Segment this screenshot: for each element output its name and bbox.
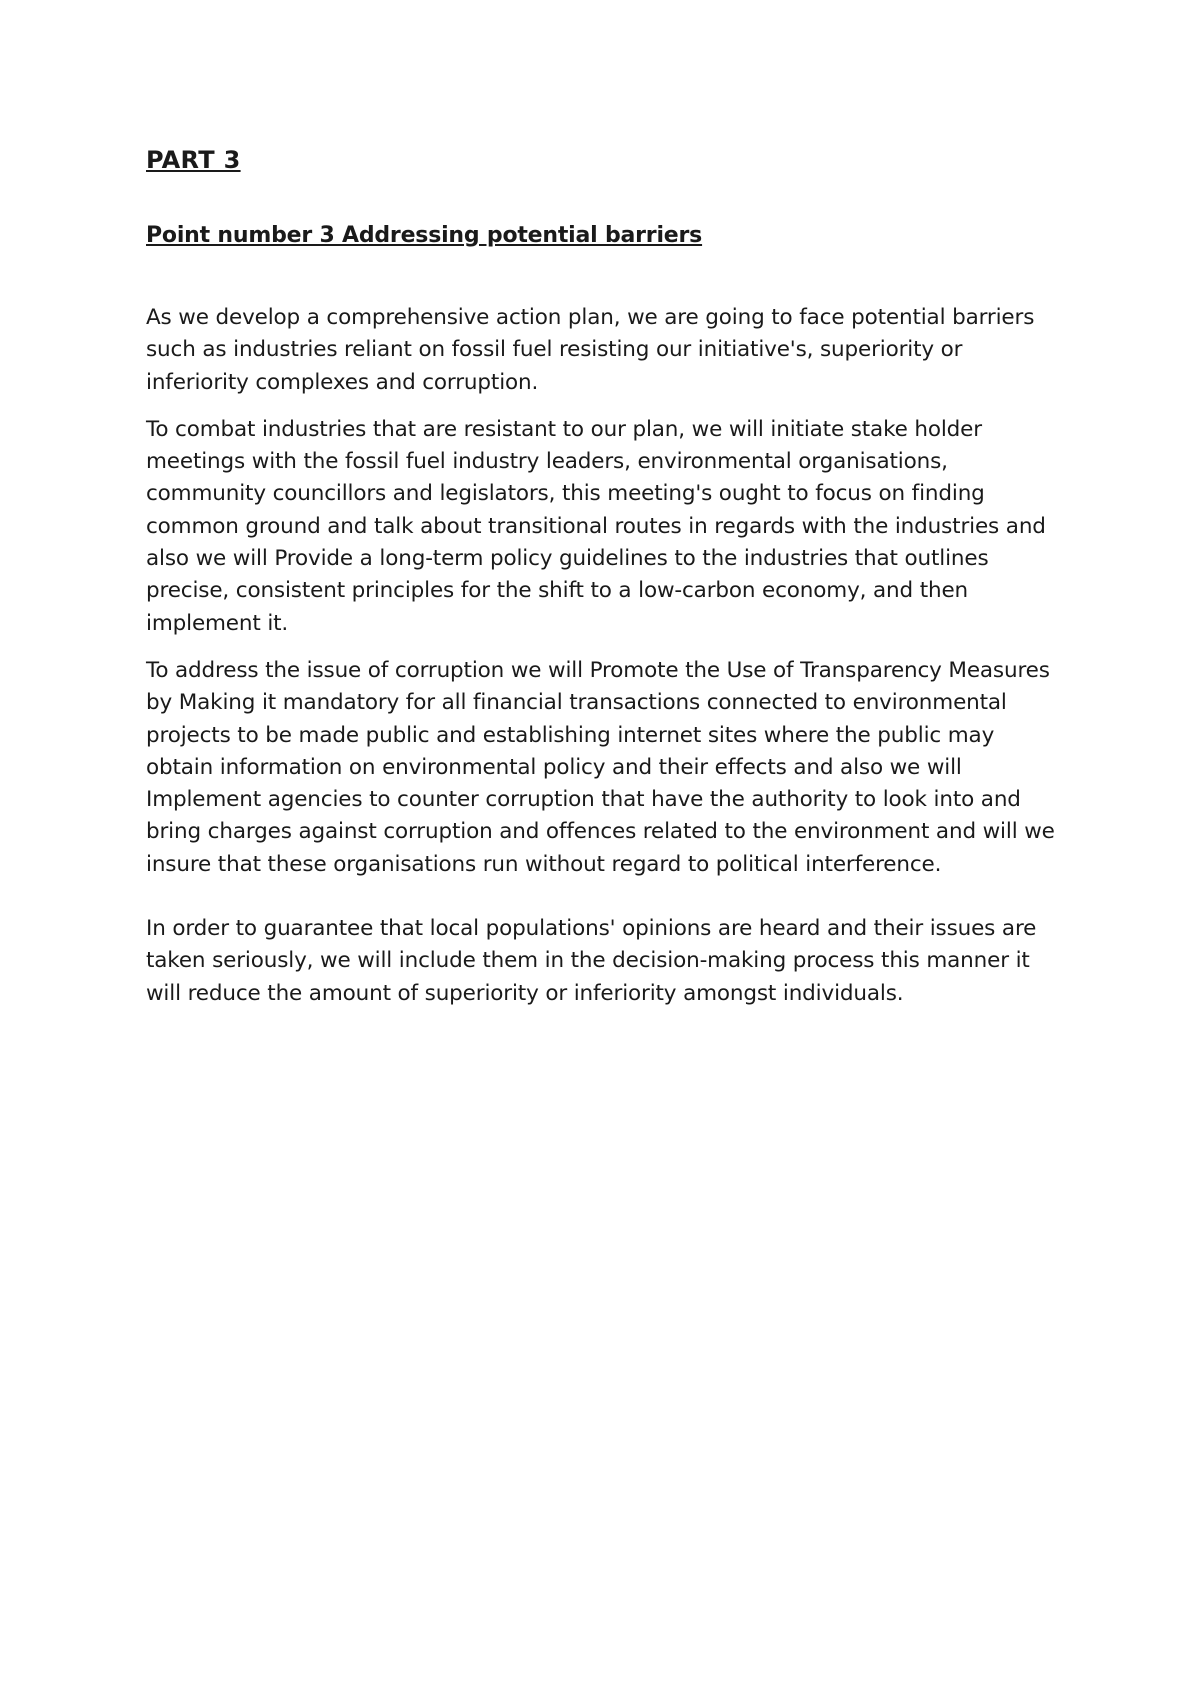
part-heading: PART 3 — [146, 146, 241, 174]
section-heading: Point number 3 Addressing potential barriers — [146, 223, 703, 248]
paragraph-corruption: To address the issue of corruption we will Promote the Use of Transparency Measures by Making it mandatory for all financial transactions connected to environmental projects to be made public and establishing internet sites where the public may obtain information on environmental policy and their effects and also we will Implement agencies to counter corruption that have the authority to look into and bring charges against corruption and offences related to the environment and will we insure that these organisations run without regard to political interference. — [146, 657, 1055, 877]
paragraph-industry-resistance: To combat industries that are resistant to our plan, we will initiate stake holder meetings with the fossil fuel industry leaders, environmental organisations, community councillors and legislators, this meeting's ought to focus on finding common ground and talk about transitional routes in regards with the industries and also we will Provide a long-term policy guidelines to the industries that outlines precise, consistent principles for the shift to a low-carbon economy, and then implement it. — [146, 416, 1046, 636]
document-body — [146, 140, 1066, 1010]
paragraph-barriers-intro: As we develop a comprehensive action plan, we are going to face potential barriers such as industries reliant on fossil fuel resisting our initiative's, superiority or inferiority complexes and corruption. — [146, 305, 1035, 395]
paragraph-local-populations: In order to guarantee that local populations' opinions are heard and their issues are taken seriously, we will include them in the decision-making process this manner it will reduce the amount of superiority or inferiority amongst individuals. — [146, 916, 1037, 1006]
